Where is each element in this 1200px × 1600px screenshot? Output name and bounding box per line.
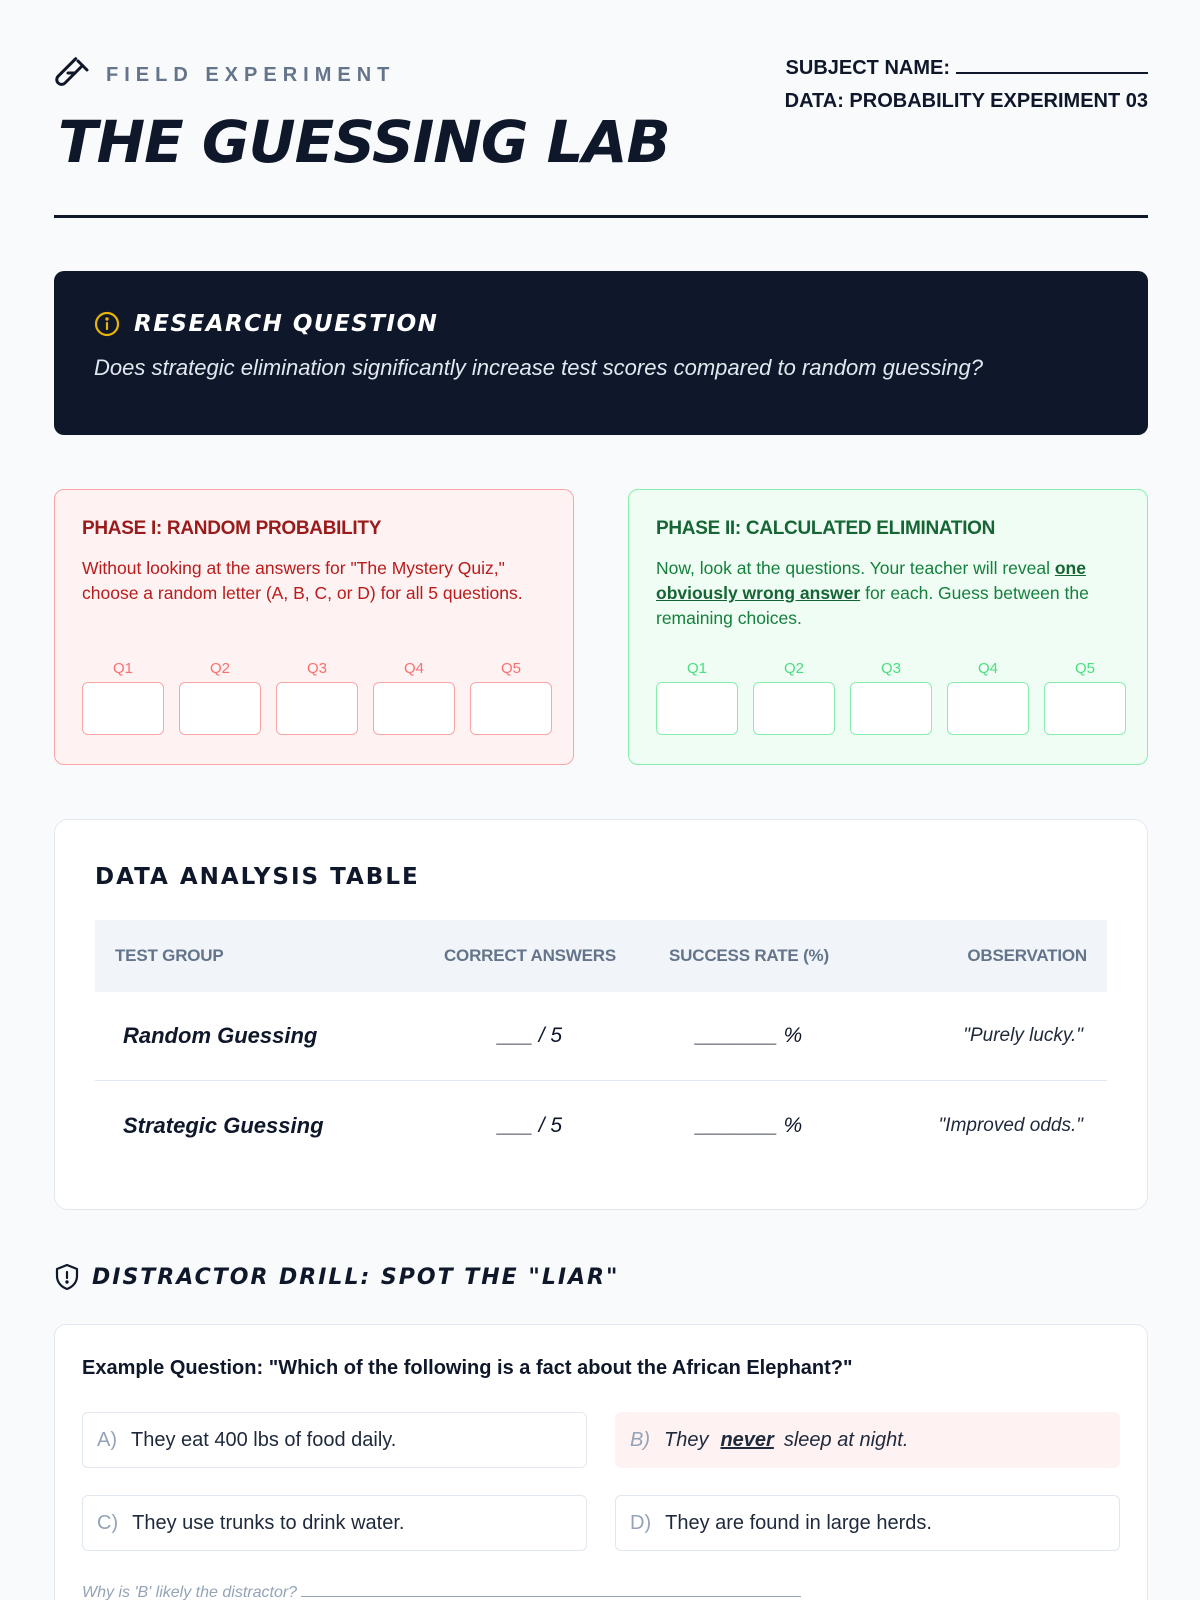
phase-1-panel (54, 489, 574, 765)
shield-alert-icon (54, 1263, 80, 1291)
phase-1-answer-box-q3[interactable] (276, 682, 358, 735)
cell-observation: "Purely lucky." (963, 1025, 1083, 1046)
example-question: Example Question: "Which of the following is a fact about the African Elephant?" (82, 1357, 853, 1379)
test-tube-icon (54, 56, 92, 94)
distractor-drill-card (54, 1324, 1148, 1600)
data-analysis-table (95, 920, 1107, 1170)
phase-2-answers (656, 660, 1126, 735)
option-letter: A) (97, 1428, 117, 1451)
table-header-row (95, 920, 1107, 992)
option-text: They eat 400 lbs of food daily. (131, 1428, 397, 1451)
option-text-emphasis: never (720, 1428, 774, 1451)
phase-1-answer-box-q1[interactable] (82, 682, 164, 735)
cell-correct-answers[interactable]: ___ / 5 (497, 1113, 563, 1137)
cell-correct-answers[interactable]: ___ / 5 (497, 1024, 563, 1047)
subject-name-line (785, 54, 1148, 88)
cell-success-rate[interactable]: _______ % (695, 1024, 803, 1047)
phase-2-answer-box-q3[interactable] (850, 682, 932, 735)
answer-label: Q3 (306, 660, 327, 677)
phase-2-answer-box-q4[interactable] (947, 682, 1029, 735)
option-d[interactable] (615, 1495, 1120, 1551)
header-correct-answers: CORRECT ANSWERS (443, 946, 617, 965)
answer-label: Q4 (403, 660, 424, 677)
answer-label: Q2 (783, 660, 804, 677)
option-text: They are found in large herds. (665, 1511, 932, 1534)
phase-1-answer-box-q4[interactable] (373, 682, 455, 735)
option-letter: B) (630, 1428, 650, 1451)
table-row (95, 1081, 1107, 1170)
header (54, 0, 1148, 218)
option-a[interactable] (82, 1412, 587, 1468)
distractor-drill-title: DISTRACTOR DRILL: SPOT THE "LIAR" (92, 1264, 620, 1290)
header-success-rate: SUCCESS RATE (%) (669, 946, 829, 965)
phase-1-answer-box-q2[interactable] (179, 682, 261, 735)
subject-name-field[interactable] (956, 54, 1148, 74)
phase-2-desc-after: for each. Guess between the remaining choices. (656, 583, 1089, 628)
phase-1-answers (82, 660, 552, 735)
answer-label: Q5 (500, 660, 521, 677)
answer-label: Q1 (112, 660, 133, 677)
table-row (95, 992, 1107, 1081)
phase-2-answer-box-q5[interactable] (1044, 682, 1126, 735)
option-text-after: sleep at night. (783, 1428, 909, 1451)
research-question-title: RESEARCH QUESTION (134, 311, 439, 337)
option-b-distractor[interactable] (615, 1412, 1120, 1468)
header-meta (785, 54, 1148, 122)
option-text-before: They (664, 1428, 709, 1451)
data-analysis-card (54, 819, 1148, 1210)
info-icon (94, 311, 120, 337)
header-observation: OBSERVATION (967, 946, 1087, 965)
option-letter: D) (630, 1511, 652, 1534)
answer-label: Q1 (686, 660, 707, 677)
phase-2-title: PHASE II: CALCULATED ELIMINATION (656, 518, 996, 539)
answer-label: Q5 (1074, 660, 1095, 677)
phase-2-desc-emphasis: one obviously wrong answer (656, 558, 1086, 603)
phase-2-answer-box-q2[interactable] (753, 682, 835, 735)
answer-label: Q2 (209, 660, 230, 677)
page-title: THE GUESSING LAB (58, 108, 670, 176)
research-question-header (94, 311, 1108, 337)
option-c[interactable] (82, 1495, 587, 1551)
worksheet-page (54, 0, 1148, 1600)
phase-2-answer-box-q1[interactable] (656, 682, 738, 735)
why-distractor-field[interactable] (301, 1583, 801, 1597)
eyebrow (54, 56, 395, 94)
cell-test-group: Strategic Guessing (123, 1112, 324, 1138)
research-question-text: Does strategic elimination significantly increase test scores compared to random guessing? (94, 355, 983, 380)
phase-2-panel (628, 489, 1148, 765)
phase-1-answer-box-q5[interactable] (470, 682, 552, 735)
option-text: They use trunks to drink water. (132, 1511, 405, 1534)
distractor-drill-header (54, 1263, 619, 1291)
data-analysis-title: DATA ANALYSIS TABLE (95, 864, 420, 890)
subject-name-label: SUBJECT NAME: (785, 57, 950, 79)
eyebrow-text: FIELD EXPERIMENT (106, 63, 396, 86)
phase-1-description: Without looking at the answers for "The Mystery Quiz," choose a random letter (A, B, C, or D) for all 5 questions. (82, 558, 523, 603)
cell-success-rate[interactable]: _______ % (695, 1113, 803, 1137)
cell-test-group: Random Guessing (123, 1023, 318, 1048)
phase-2-description (656, 556, 1120, 631)
phase-2-desc-before: Now, look at the questions. Your teacher will reveal (656, 558, 1055, 578)
why-distractor-line (82, 1583, 801, 1600)
data-label: DATA: PROBABILITY EXPERIMENT 03 (784, 90, 1148, 112)
option-letter: C) (97, 1511, 119, 1534)
phase-1-title: PHASE I: RANDOM PROBABILITY (82, 518, 382, 539)
research-question-panel (54, 271, 1148, 435)
cell-observation: "Improved odds." (938, 1114, 1083, 1136)
answer-label: Q4 (977, 660, 998, 677)
answer-label: Q3 (880, 660, 901, 677)
header-test-group: TEST GROUP (115, 946, 224, 965)
why-distractor-prompt: Why is 'B' likely the distractor? (82, 1584, 298, 1600)
